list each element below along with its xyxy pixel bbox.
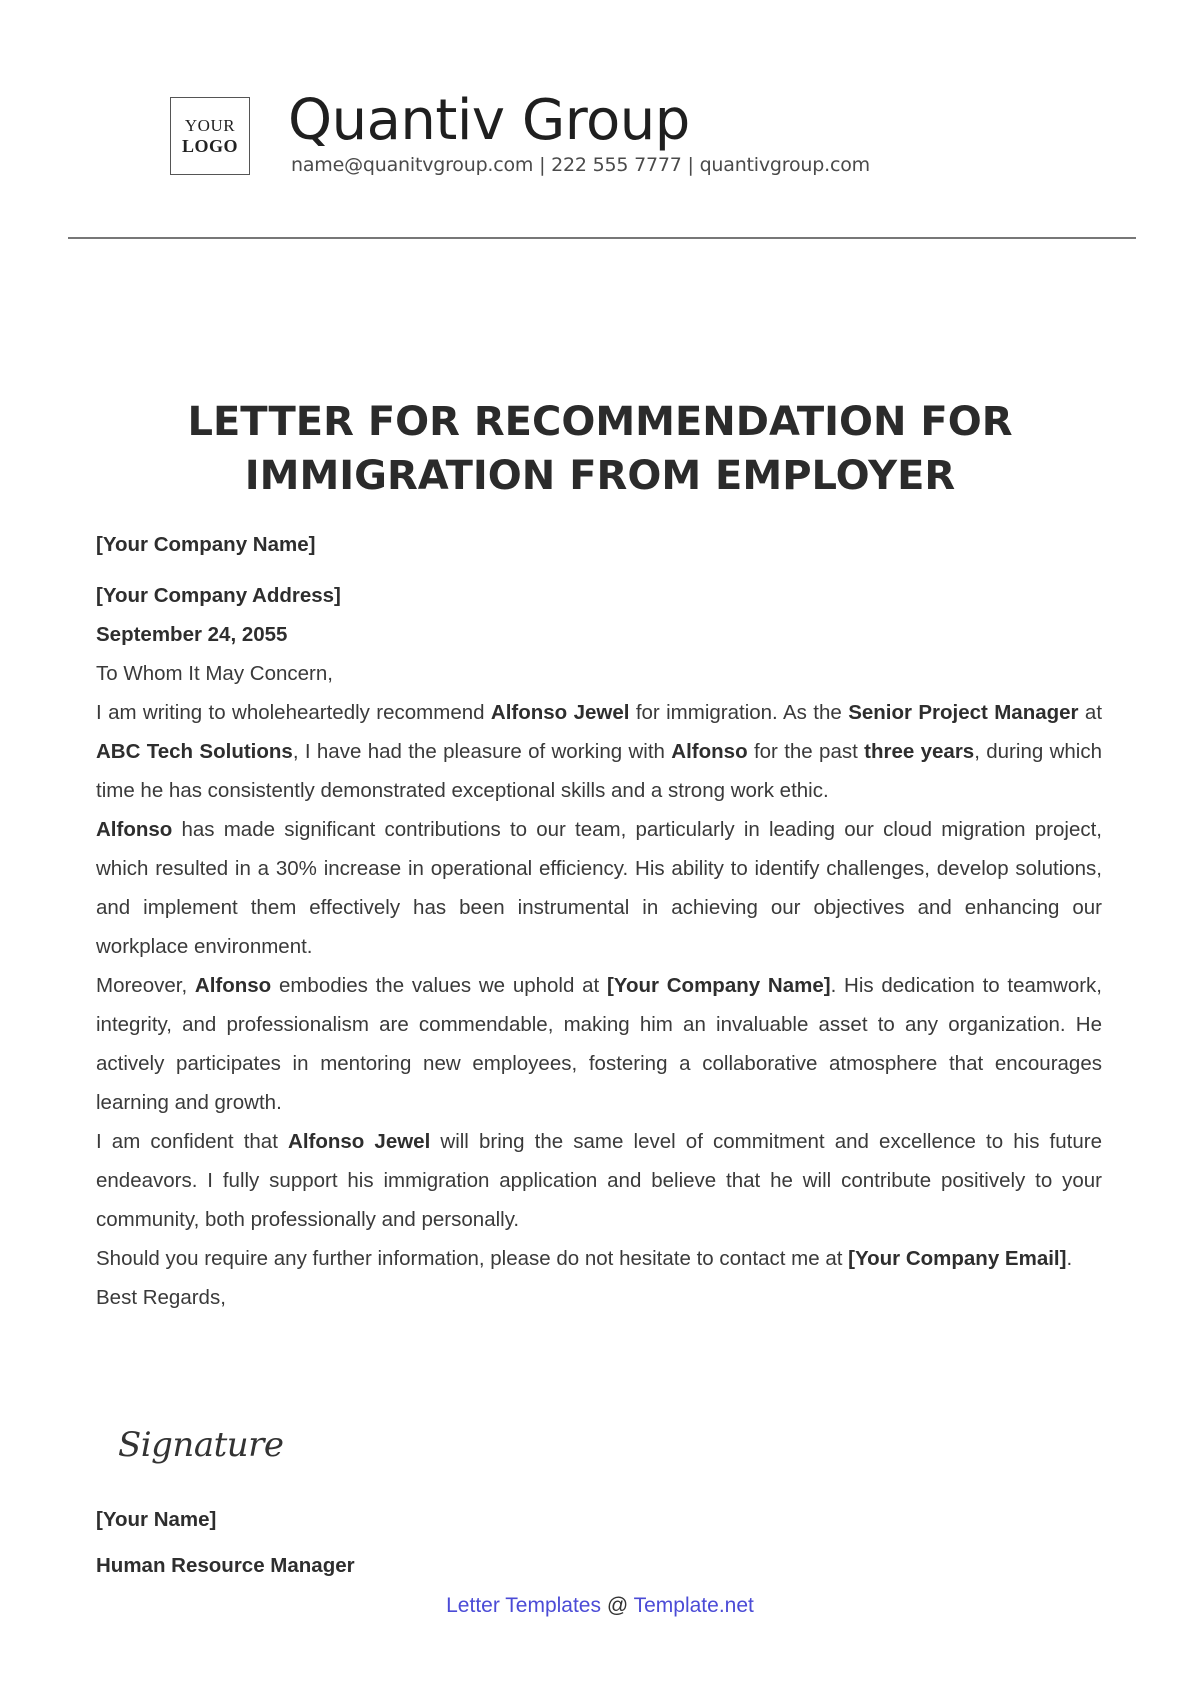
signature: Signature <box>118 1425 284 1465</box>
logo-placeholder <box>170 97 250 175</box>
company-name: Quantiv Group <box>288 88 690 153</box>
paragraph-1: I am writing to wholeheartedly recommend Alfonso Jewel for immigration. As the Senior Project Manager at ABC Tech Solutions, I have had the pleasure of working with Alfonso for the past three years, during which time he has consistently demonstrated exceptional skills and a strong work ethic. <box>96 701 1103 802</box>
paragraph-4: I am confident that Alfonso Jewel will bring the same level of commitment and excellence to his future endeavors. I fully support his immigration application and believe that he will contribute positively to your community, both professionally and personally. <box>96 1130 1102 1231</box>
footer <box>0 1594 1200 1618</box>
paragraph-2: Alfonso has made significant contributions to our team, particularly in leading our cloud migration project, which resulted in a 30% increase in operational efficiency. His ability to identify challenges, develop solutions, and implement them effectively has been instrumental in achieving our objectives and enhancing our workplace environment. <box>96 818 1102 958</box>
footer-link-template-net[interactable]: Template.net <box>633 1594 754 1617</box>
header-divider <box>68 237 1136 239</box>
contact-line: name@quanitvgroup.com | 222 555 7777 | quantivgroup.com <box>291 154 870 176</box>
paragraph-5: Should you require any further information, please do not hesitate to contact me at [Your Company Email]. <box>96 1247 1073 1270</box>
closing: Best Regards, <box>96 1286 226 1309</box>
document-title <box>96 395 1104 503</box>
footer-link-letter-templates[interactable]: Letter Templates <box>446 1594 601 1617</box>
logo-text-line2: LOGO <box>181 136 238 156</box>
company-address-field: [Your Company Address] <box>96 584 341 607</box>
salutation: To Whom It May Concern, <box>96 662 333 685</box>
letter-date: September 24, 2055 <box>96 623 288 646</box>
paragraph-3: Moreover, Alfonso embodies the values we uphold at [Your Company Name]. His dedication to teamwork, integrity, and professionalism are commendable, making him an invaluable asset to any organization. He actively participates in mentoring new employees, fostering a collaborative atmosphere that encourages learning and growth. <box>96 974 1102 1114</box>
sender-title: Human Resource Manager <box>96 1554 355 1577</box>
title-line-2: IMMIGRATION FROM EMPLOYER <box>244 453 956 499</box>
sender-name: [Your Name] <box>96 1508 217 1531</box>
footer-separator: @ <box>601 1594 634 1617</box>
logo-text-line1: YOUR <box>184 116 236 135</box>
company-name-field: [Your Company Name] <box>96 533 316 556</box>
title-line-1: LETTER FOR RECOMMENDATION FOR <box>187 399 1013 445</box>
letter-body <box>96 525 1102 1317</box>
